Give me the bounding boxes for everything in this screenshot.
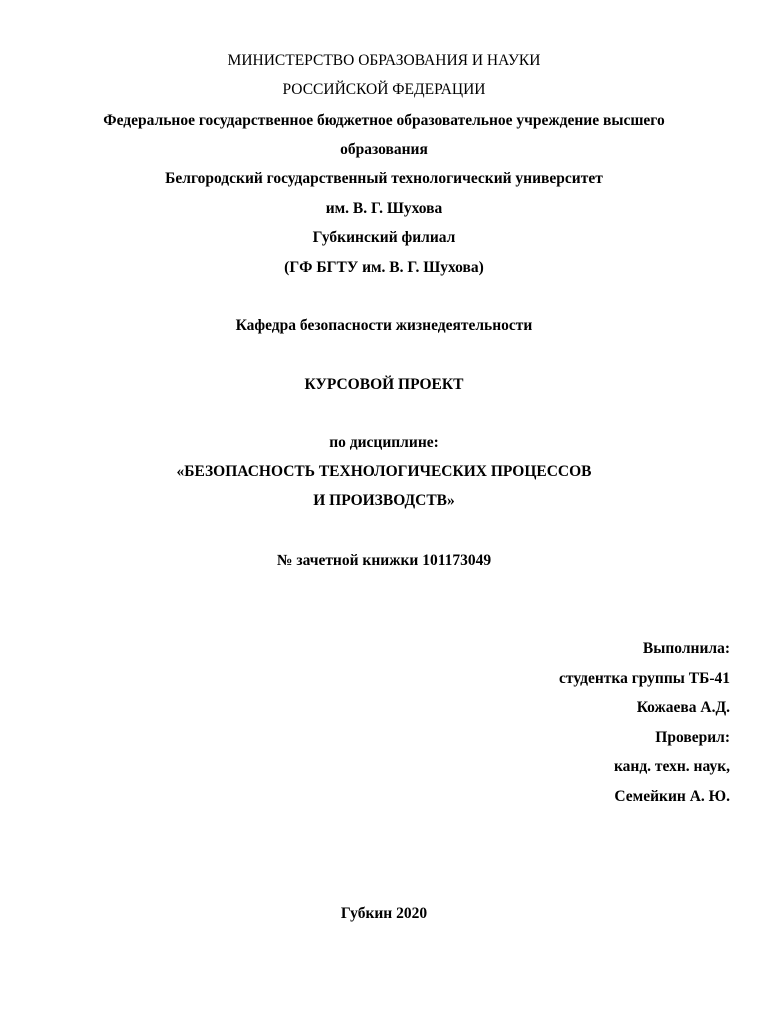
checker-degree: канд. техн. наук, [613, 758, 730, 775]
city-year: Губкин 2020 [340, 905, 428, 922]
discipline-title-line-2: И ПРОИЗВОДСТВ» [313, 492, 455, 509]
university-name: Белгородский государственный технологический университет [165, 170, 603, 187]
branch-abbreviation: (ГФ БГТУ им. В. Г. Шухова) [284, 259, 484, 276]
institution-line-2: образования [340, 141, 428, 158]
institution-line-1: Федеральное государственное бюджетное образовательное учреждение высшего [103, 112, 665, 129]
ministry-line-1: МИНИСТЕРСТВО ОБРАЗОВАНИЯ И НАУКИ [227, 52, 541, 69]
discipline-prefix: по дисциплине: [329, 434, 439, 451]
branch-name: Губкинский филиал [312, 229, 456, 246]
department-name: Кафедра безопасности жизнедеятельности [235, 317, 533, 334]
student-name: Кожаева А.Д. [636, 699, 730, 716]
named-after: им. В. Г. Шухова [325, 200, 443, 217]
performed-label: Выполнила: [642, 640, 730, 657]
ministry-line-2: РОССИЙСКОЙ ФЕДЕРАЦИИ [282, 81, 486, 98]
work-type-title: КУРСОВОЙ ПРОЕКТ [304, 376, 464, 393]
checker-name: Семейкин А. Ю. [614, 788, 730, 805]
student-group: студентка группы ТБ-41 [559, 670, 730, 687]
checked-label: Проверил: [655, 729, 730, 746]
discipline-title-line-1: «БЕЗОПАСНОСТЬ ТЕХНОЛОГИЧЕСКИХ ПРОЦЕССОВ [176, 463, 592, 480]
record-book-number: № зачетной книжки 101173049 [276, 552, 492, 569]
